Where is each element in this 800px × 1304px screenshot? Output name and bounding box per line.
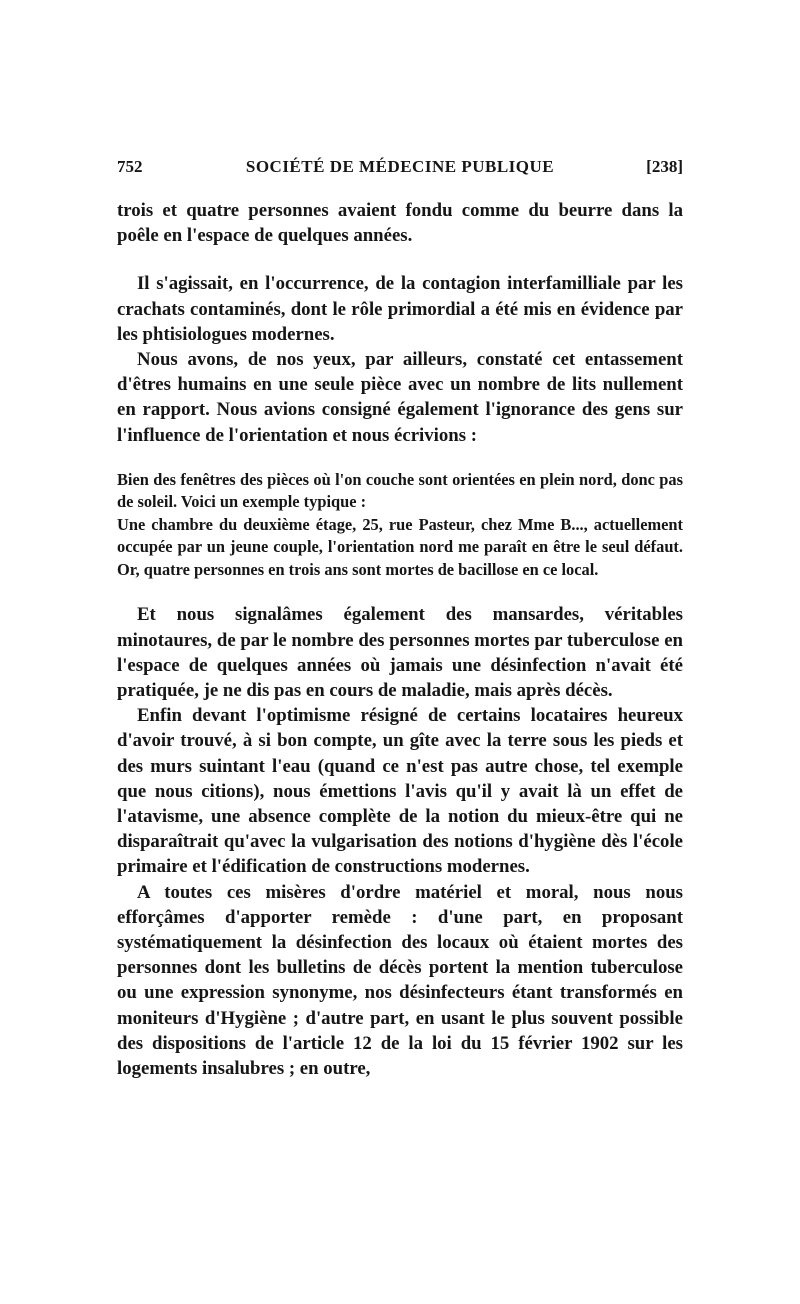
block-quote (117, 469, 683, 582)
paragraph-overcrowding: Nous avons, de nos yeux, par ailleurs, constaté cet entassement d'êtres humains en une seule pièce avec un nombre de lits nullement en rapport. Nous avions consigné également l'ignorance des gens sur l'influence de l'orientation et nous écrivions : (117, 349, 683, 446)
paragraph-remedies: A toutes ces misères d'ordre matériel et moral, nous nous efforçâmes d'apporter remède : d'une part, en proposant systématiquement la désinfection des locaux où étaient mortes des personnes dont les bulletins de décès portent la mention tuberculose ou une expression synonyme, nos désinfecteurs étant transformés en moniteurs d'Hygiène ; d'autre part, en usant le plus souvent possible des dispositions de l'article 12 de la loi du 15 février 1902 sur les logements insalubres ; en outre, (117, 881, 683, 1079)
quote-paragraph-orientation: Bien des fenêtres des pièces où l'on couche sont orientées en plein nord, donc pas de soleil. Voici un exemple typique : (117, 469, 683, 512)
paragraph-continuation: trois et quatre personnes avaient fondu comme du beurre dans la poêle en l'espace de quelques années. (117, 200, 683, 247)
page-number: 752 (117, 157, 143, 176)
running-title: SOCIÉTÉ DE MÉDECINE PUBLIQUE (245, 157, 555, 176)
page-body (117, 198, 683, 1081)
paragraph-atavism: Enfin devant l'optimisme résigné de certains locataires heureux d'avoir trouvé, à si bon compte, un gîte avec la terre sous les pieds et des murs suintant l'eau (quand ce n'est pas autre chose, tel exemple que nous citions), nous émettions l'avis qu'il y avait là un effet de l'atavisme, une absence complète de la notion du mieux-être qui ne disparaîtrait qu'avec la vulgarisation des notions d'hygiène dès l'école primaire et l'édification de constructions modernes. (117, 705, 683, 878)
running-header (117, 157, 683, 181)
quote-paragraph-example: Une chambre du deuxième étage, 25, rue Pasteur, chez Mme B..., actuellement occupée par un jeune couple, l'orientation nord me paraît en être le seul défaut. Or, quatre personnes en trois ans sont mortes de bacillose en ce local. (117, 514, 683, 579)
paragraph-contagion: Il s'agissait, en l'occurrence, de la contagion interfamilliale par les crachats contaminés, dont le rôle primordial a été mis en évidence par les phtisiologues modernes. (117, 273, 683, 345)
paragraph-mansardes: Et nous signalâmes également des mansardes, véritables minotaures, de par le nombre des personnes mortes par tuberculose en l'espace de quelques années où jamais une désinfection n'avait été pratiquée, je ne dis pas en cours de maladie, mais après décès. (117, 604, 683, 701)
original-page-reference: [238] (646, 157, 683, 176)
